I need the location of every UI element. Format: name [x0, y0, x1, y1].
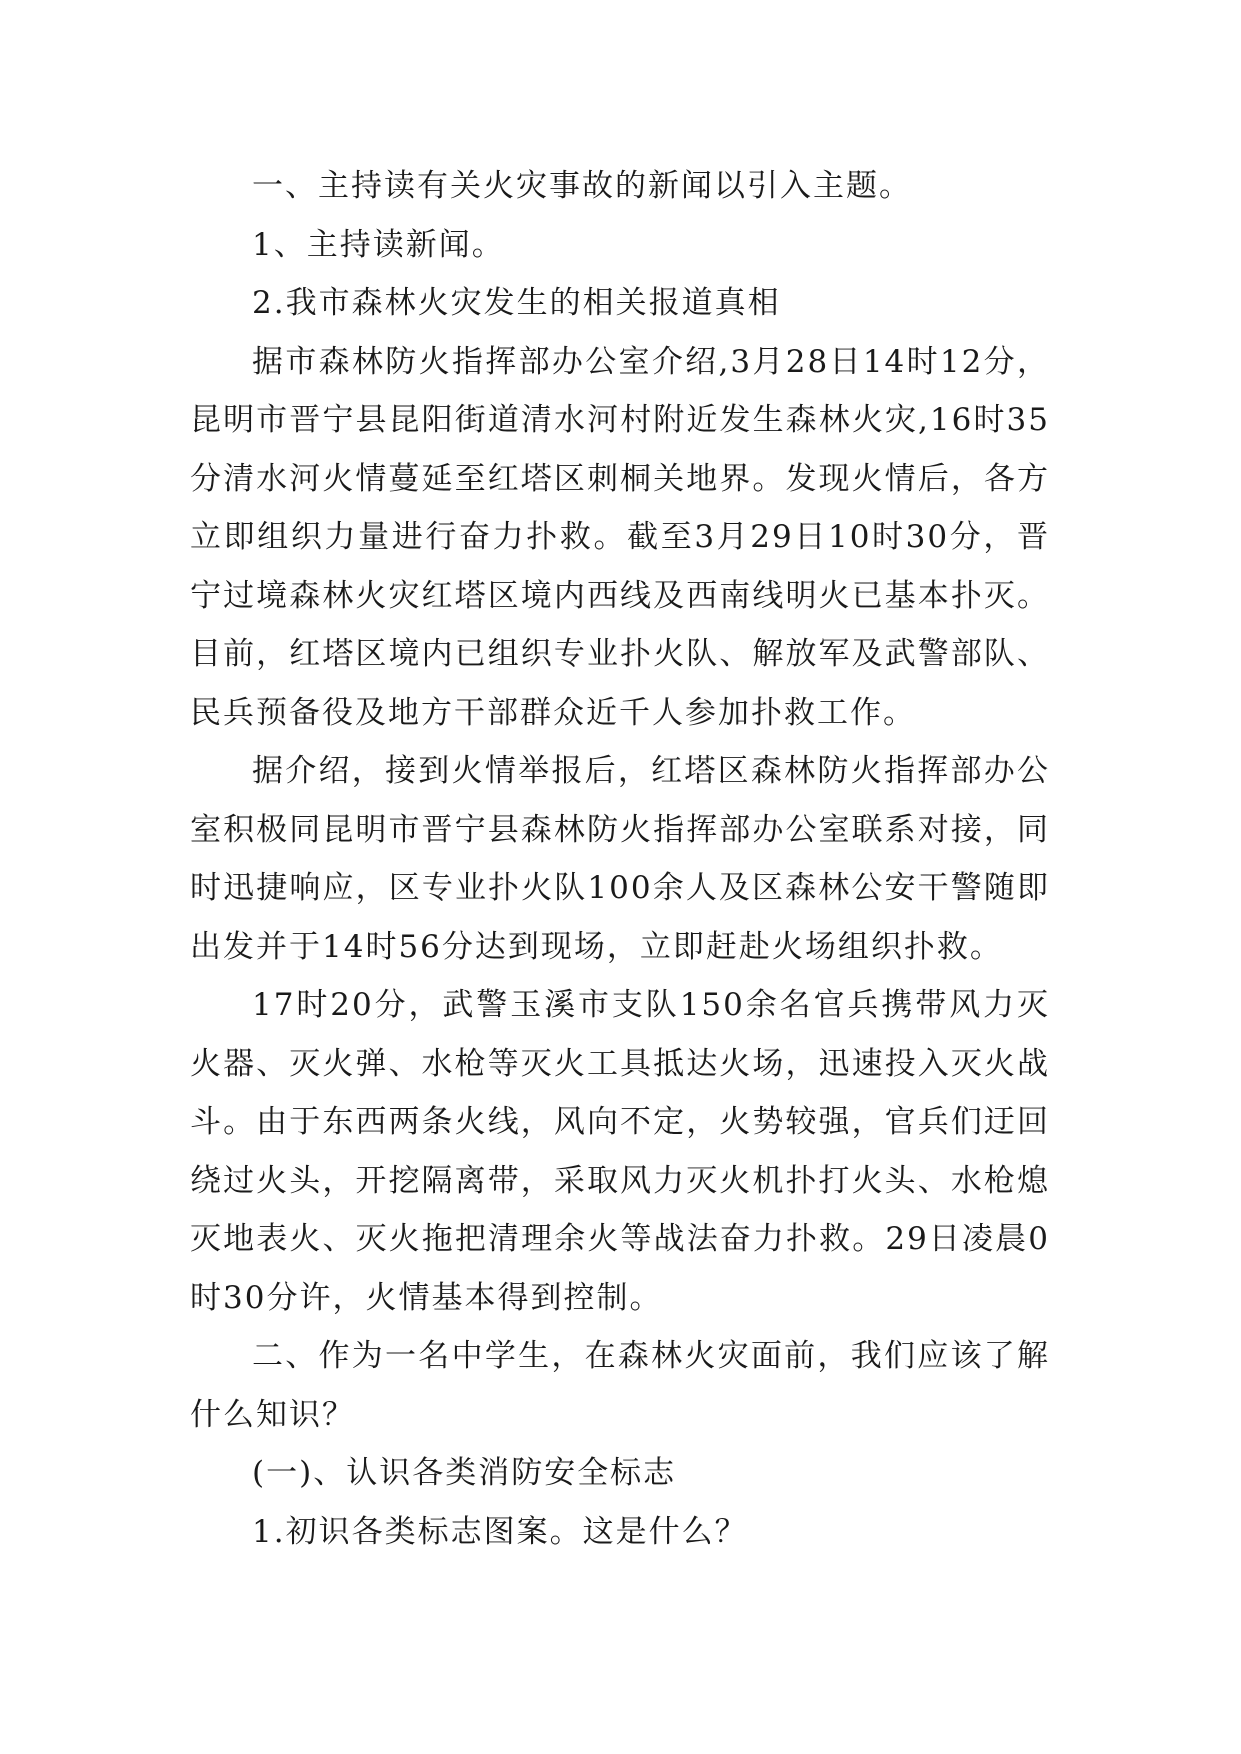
- list-item-read-news: 1、主持读新闻。: [252, 226, 505, 263]
- body-paragraph: 17时20分，武警玉溪市支队150余名官兵携带风力灭火器、灭火弹、水枪等灭火工具抵达火场，迅速投入灭火战斗。由于东西两条火线，风向不定，火势较强，官兵们迂回绕过火头，开挖隔离带，采取风力灭火机扑打火头、水枪熄灭地表火、灭火拖把清理余火等战法奋力扑救。29日凌晨0时30分许，火情基本得到控制。: [190, 987, 1050, 1316]
- document-body: [190, 157, 1050, 1561]
- list-item-sign-patterns: 1.初识各类标志图案。这是什么？: [252, 1513, 748, 1550]
- body-paragraph: 据市森林防火指挥部办公室介绍,3月28日14时12分，昆明市晋宁县昆阳街道清水河村附近发生森林火灾,16时35分清水河火情蔓延至红塔区刺桐关地界。发现火情后，各方立即组织力量进行奋力扑救。截至3月29日10时30分，晋宁过境森林火灾红塔区境内西线及西南线明火已基本扑灭。目前，红塔区境内已组织专业扑火队、解放军及武警部队、民兵预备役及地方干部群众近千人参加扑救工作。: [190, 343, 1050, 731]
- body-paragraph: 据介绍，接到火情举报后，红塔区森林防火指挥部办公室积极同昆明市晋宁县森林防火指挥部办公室联系对接，同时迅捷响应，区专业扑火队100余人及区森林公安干警随即出发并于14时56分达到现场，立即赶赴火场组织扑救。: [190, 753, 1050, 965]
- heading-section-two: 二、作为一名中学生，在森林火灾面前，我们应该了解什么知识？: [190, 1338, 1050, 1433]
- list-item-report-title: 2.我市森林火灾发生的相关报道真相: [252, 285, 781, 321]
- subheading-fire-safety-signs: (一)、认识各类消防安全标志: [252, 1455, 677, 1491]
- heading-section-one: 一、主持读有关火灾事故的新闻以引入主题。: [252, 168, 912, 204]
